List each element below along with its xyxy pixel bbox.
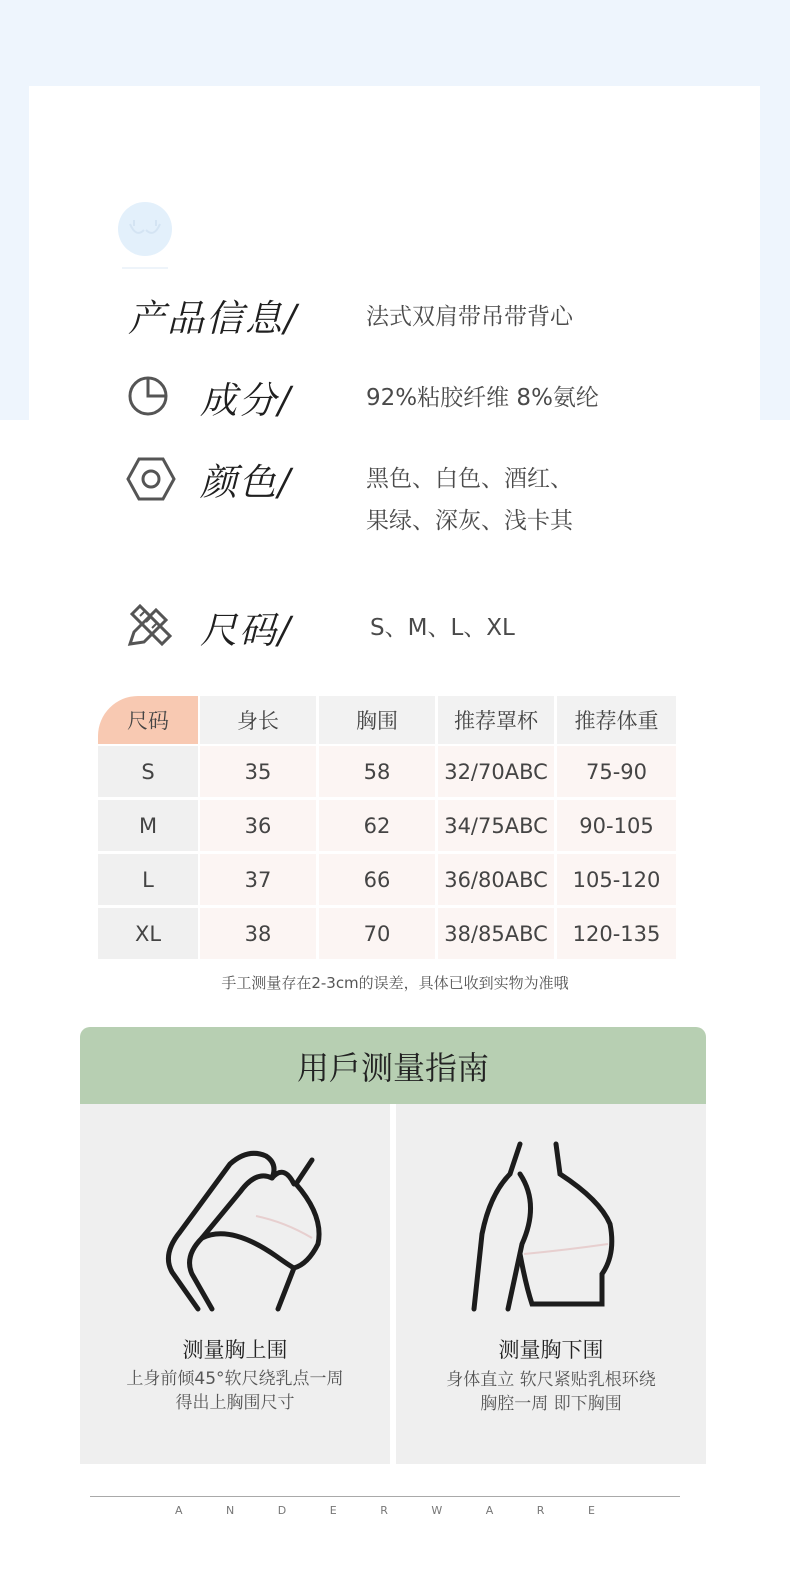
footer-letter: D — [277, 1504, 287, 1517]
table-cell: M — [98, 800, 198, 851]
footer-letter: R — [536, 1504, 545, 1517]
underbust-measure-desc-2: 胸腔一周 即下胸围 — [480, 1394, 622, 1414]
size-value: S、M、L、XL — [370, 615, 515, 641]
footer-letter: A — [175, 1504, 183, 1517]
table-cell: 36/80ABC — [438, 854, 554, 905]
product-info-value: 法式双肩带吊带背心 — [366, 304, 573, 330]
guide-title: 用戶测量指南 — [80, 1027, 706, 1104]
color-value-line1: 黑色、白色、酒红、 — [366, 466, 573, 492]
color-title: 颜色/ — [200, 461, 293, 504]
table-cell: L — [98, 854, 198, 905]
footer-letter: W — [431, 1504, 443, 1517]
bust-measure-title: 测量胸上围 — [182, 1338, 288, 1362]
footer-letter: E — [329, 1504, 337, 1517]
table-cell: 58 — [319, 746, 435, 797]
product-info-title: 产品信息/ — [128, 297, 299, 340]
footer-divider — [90, 1496, 680, 1497]
underbust-measure-figure-icon — [396, 1104, 706, 1324]
header-cell-weight: 推荐体重 — [557, 696, 676, 744]
logo-underline — [122, 267, 168, 269]
table-cell: 105-120 — [557, 854, 676, 905]
header-cell-length: 身长 — [200, 696, 316, 744]
table-cell: 66 — [319, 854, 435, 905]
table-cell: 35 — [200, 746, 316, 797]
table-cell: 62 — [319, 800, 435, 851]
measurement-note: 手工测量存在2-3cm的误差，具体已收到实物为准哦 — [221, 974, 569, 992]
table-cell: 38 — [200, 908, 316, 959]
table-cell: 75-90 — [557, 746, 676, 797]
underbust-measure-title: 测量胸下围 — [498, 1338, 604, 1362]
pie-chart-icon — [126, 374, 170, 422]
footer-letter: R — [380, 1504, 388, 1517]
table-cell: 37 — [200, 854, 316, 905]
color-value-line2: 果绿、深灰、浅卡其 — [366, 508, 573, 534]
header-cell-bust: 胸围 — [319, 696, 435, 744]
table-cell: 70 — [319, 908, 435, 959]
underbust-measure-desc-1: 身体直立 软尺紧贴乳根环绕 — [446, 1370, 656, 1390]
table-cell: S — [98, 746, 198, 797]
bust-measure-desc-1: 上身前倾45°软尺绕乳点一周 — [126, 1369, 344, 1389]
table-cell: 38/85ABC — [438, 908, 554, 959]
footer-letter: N — [226, 1504, 235, 1517]
header-cell-size: 尺码 — [98, 696, 198, 744]
bust-measure-desc-2: 得出上胸围尺寸 — [175, 1393, 295, 1413]
size-title: 尺码/ — [200, 609, 293, 652]
table-cell: 34/75ABC — [438, 800, 554, 851]
footer-letter: A — [485, 1504, 494, 1517]
brand-logo-icon — [118, 202, 172, 256]
table-cell: 120-135 — [557, 908, 676, 959]
footer-wordmark — [175, 1504, 595, 1517]
table-cell: 90-105 — [557, 800, 676, 851]
header-cell-cup: 推荐罩杯 — [438, 696, 554, 744]
material-title: 成分/ — [200, 379, 293, 422]
footer-letter: E — [587, 1504, 595, 1517]
table-cell: XL — [98, 908, 198, 959]
bust-measure-figure-icon — [80, 1104, 390, 1324]
table-cell: 36 — [200, 800, 316, 851]
table-cell: 32/70ABC — [438, 746, 554, 797]
ruler-pencil-icon — [126, 604, 172, 654]
material-value: 92%粘胶纤维 8%氨纶 — [366, 385, 599, 411]
hexagon-nut-icon — [126, 456, 176, 506]
